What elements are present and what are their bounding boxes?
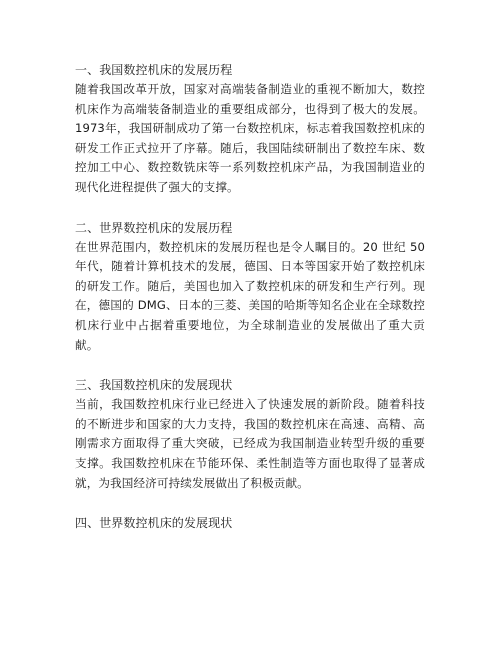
document-body <box>75 61 425 554</box>
section-heading: 二、世界数控机床的发展历程 <box>75 220 233 235</box>
section-heading: 四、世界数控机床的发展现状 <box>75 516 233 531</box>
section-heading: 三、我国数控机床的发展现状 <box>75 378 233 393</box>
section-paragraph: 随着我国改革开放，国家对高端装备制造业的重视不断加大，数控机床作为高端装备制造业的重要组成部分，也得到了极大的发展。1973年，我国研制成功了第一台数控机床，标志着我国数控机床的研发工作正式拉开了序幕。随后，我国陆续研制出了数控车床、数控加工中心、数控数铣床等一系列数控机床产品，为我国制造业的现代化进程提供了强大的支撑。 <box>75 82 425 194</box>
section-domestic-status <box>75 376 425 493</box>
section-world-history <box>75 219 425 356</box>
section-heading: 一、我国数控机床的发展历程 <box>75 63 233 77</box>
section-domestic-history <box>75 61 425 198</box>
section-paragraph: 当前，我国数控机床行业已经进入了快速发展的新阶段。随着科技的不断进步和国家的大力支持，我国的数控机床在高速、高精、高刚需求方面取得了重大突破，已经成为我国制造业转型升级的重要支撑。我国数控机床在节能环保、柔性制造等方面也取得了显著成就，为我国经济可持续发展做出了积极贡献。 <box>75 397 425 490</box>
section-paragraph: 在世界范围内，数控机床的发展历程也是令人瞩目的。20 世纪 50 年代，随着计算机技术的发展，德国、日本等国家开始了数控机床的研发工作。随后，美国也加入了数控机床的研发和生产行列。现在，德国的 DMG、日本的三菱、美国的哈斯等知名企业在全球数控机床行业中占据着重要地位，为全球制造业的发展做出了重大贡献。 <box>75 239 425 352</box>
section-world-status <box>75 514 425 533</box>
